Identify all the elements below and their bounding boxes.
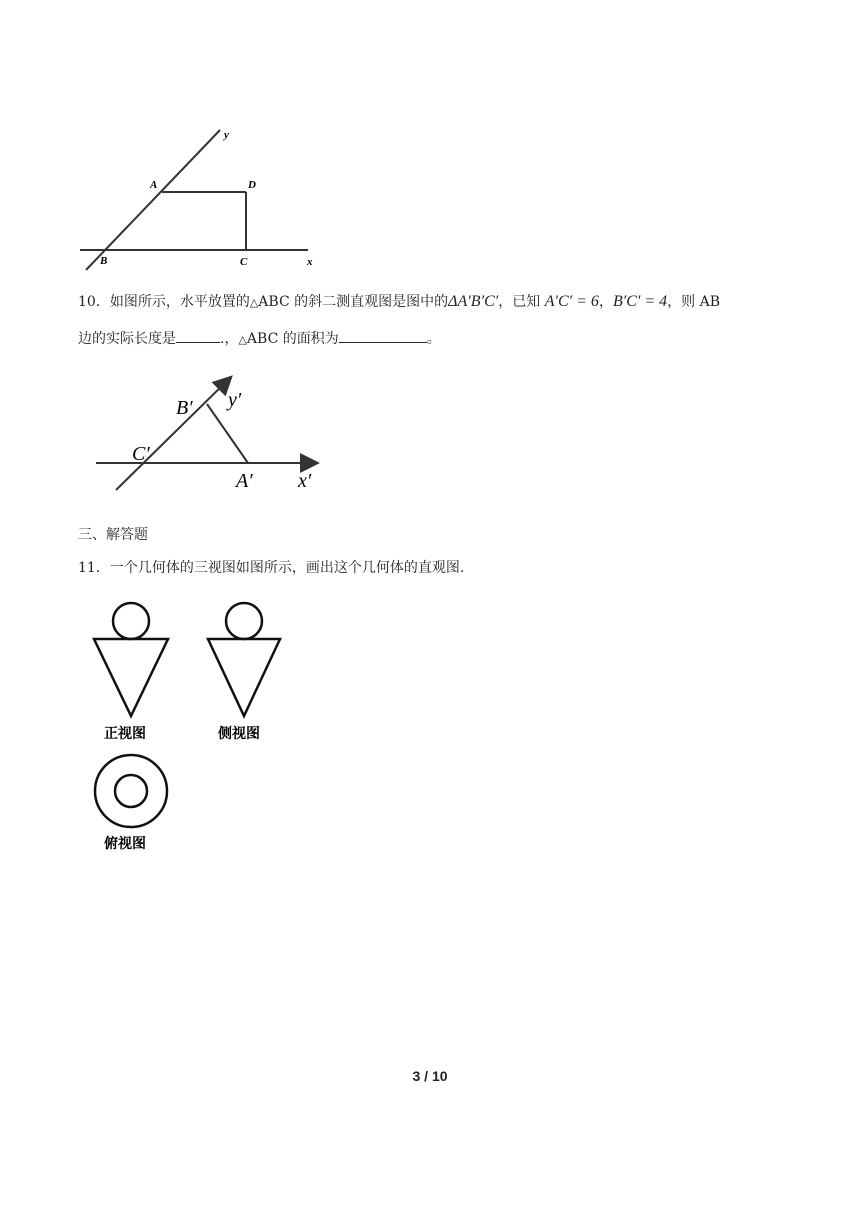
side-view bbox=[208, 603, 280, 716]
y-prime-axis bbox=[116, 378, 230, 490]
answer-blank-ab[interactable] bbox=[176, 328, 220, 343]
top-view bbox=[95, 755, 167, 827]
side-view-label: 侧视图 bbox=[218, 726, 260, 742]
question-11: 11．一个几何体的三视图如图所示，画出这个几何体的直观图. bbox=[78, 560, 465, 576]
top-view-label: 俯视图 bbox=[104, 836, 146, 852]
front-view-label: 正视图 bbox=[104, 726, 146, 742]
label-c-prime: C′ bbox=[132, 443, 150, 465]
label-d: D bbox=[248, 179, 256, 191]
answer-blank-area[interactable] bbox=[339, 328, 427, 343]
label-b: B bbox=[100, 255, 108, 267]
question-10-line1: 10．如图所示，水平放置的△ABC 的斜二测直观图是图中的ΔA′B′C′，已知 A′C′ = 6，B′C′ = 4，则 AB bbox=[78, 293, 721, 310]
figure-trapezoid-abcd bbox=[78, 122, 328, 272]
label-a: A bbox=[150, 179, 158, 191]
condition-ac: A′C′ = 6 bbox=[544, 293, 599, 310]
label-y: y bbox=[224, 129, 229, 141]
front-view bbox=[94, 603, 168, 716]
section-heading: 三、解答题 bbox=[78, 527, 148, 543]
label-x: x bbox=[307, 256, 313, 268]
triangle-prime: ΔA′B′C′ bbox=[448, 293, 499, 310]
figure-three-views bbox=[80, 596, 330, 856]
figure-triangle-prime bbox=[90, 372, 340, 497]
label-x-prime: x′ bbox=[298, 470, 312, 492]
question-10-line2: 边的实际长度是 .，△ABC 的面积为 。 bbox=[78, 328, 441, 350]
question-number: 11． bbox=[78, 560, 110, 576]
label-y-prime: y′ bbox=[228, 389, 242, 411]
label-a-prime: A′ bbox=[236, 470, 253, 492]
segment-b-a bbox=[207, 404, 248, 463]
label-c: C bbox=[240, 256, 248, 268]
label-b-prime: B′ bbox=[176, 397, 193, 419]
page-number: 3 / 10 bbox=[412, 1068, 448, 1084]
question-number: 10． bbox=[78, 294, 110, 310]
condition-bc: B′C′ = 4 bbox=[612, 293, 668, 310]
